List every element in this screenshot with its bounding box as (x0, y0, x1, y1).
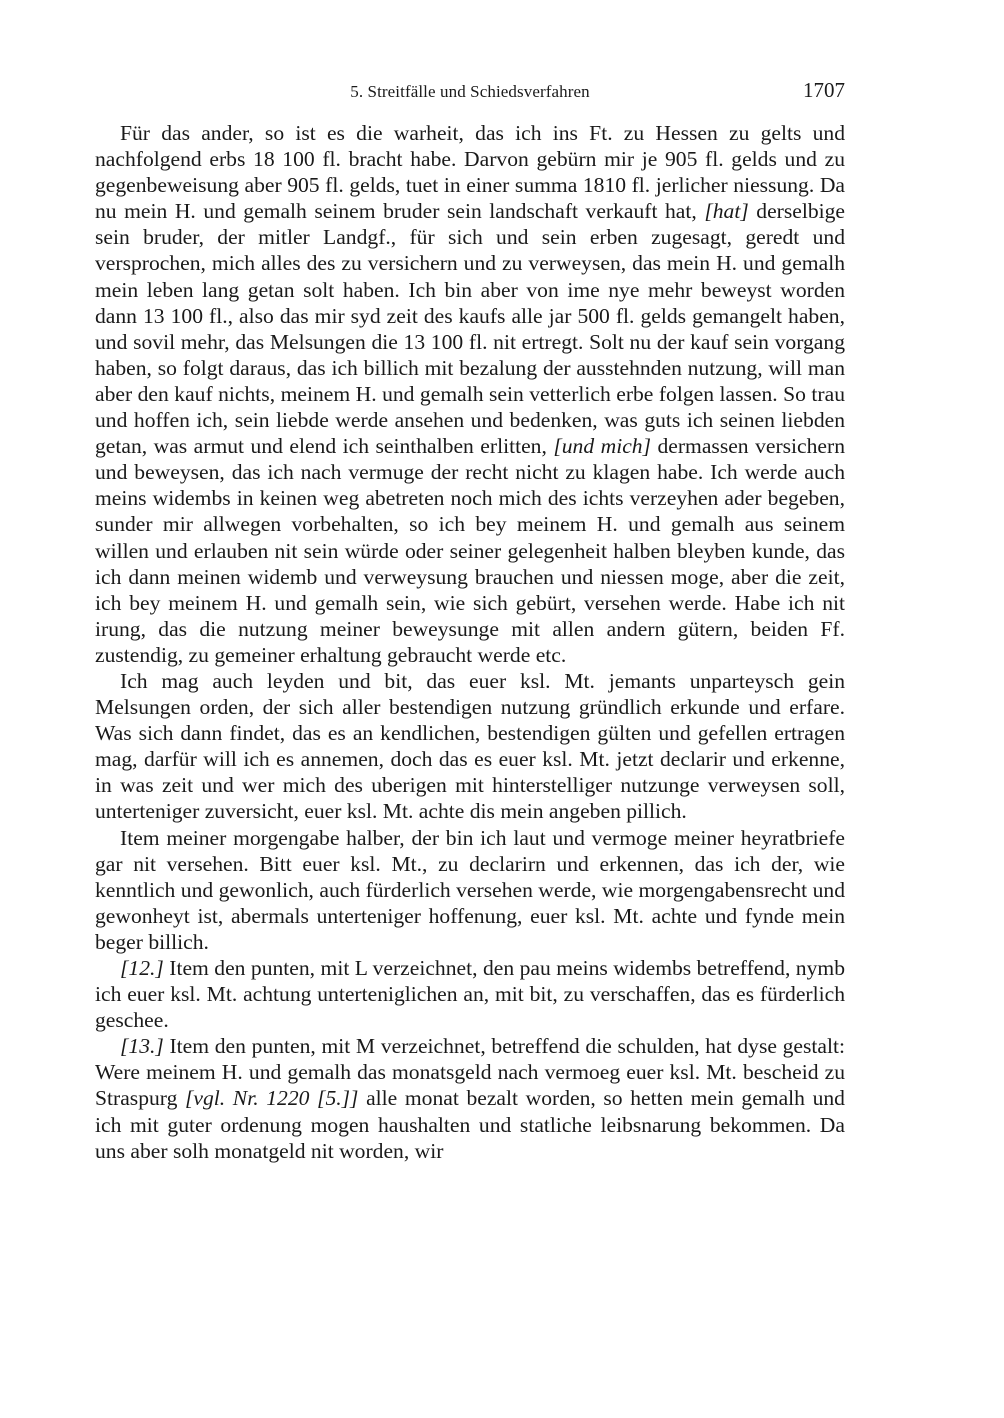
page-number: 1707 (803, 78, 845, 102)
paragraph (95, 955, 845, 1033)
paragraph (95, 825, 845, 955)
body-text (95, 120, 845, 1164)
text-run: derselbige sein bruder, der mitler Landgf., für sich und sein erben zugesagt, geredt und versprochen, mich alles des zu versichern und zu verweysen, das mein H. und gemalh mein leben lang getan solt haben. Ich bin aber von ime nye mehr beweyst worden dann 13 100 fl., also das mir syd zeit des kaufs alle jar 500 fl. gelds gemangelt haben, und sovil mehr, das Melsungen die 13 100 fl. nit ertregt. Solt nu der kauf sein vorgang haben, so folgt daraus, das ich billich mit bezalung der ausstehnden nutzung, will man aber den kauf nichts, meinem H. und gemalh sein vetterlich erbe folgen lassen. So trau und hoffen ich, sein liebde werde ansehen und bedenken, was guts ich seinen liebden getan, was armut und elend ich seinthalben erlitten, (95, 199, 846, 459)
editorial-insertion: [und mich] (553, 434, 651, 459)
running-head (95, 78, 845, 108)
text-run: Item meiner morgengabe halber, der bin ich laut und vermoge meiner heyratbriefe gar nit versehen. Bitt euer ksl. Mt., zu declarirn und erkennen, das ich der, wie kenntlich und gewonlich, auch fürderlich versehen werde, wie morgengabensrecht und gewonheyt ist, abermals unterteniger hoffenung, euer ksl. Mt. achte und fynde mein beger billich. (95, 825, 845, 954)
editorial-insertion: [vgl. Nr. 1220 [5.]] (185, 1086, 359, 1111)
paragraph (95, 668, 845, 825)
paragraph (95, 120, 845, 668)
text-run: Für das ander, so ist es die warheit, das ich ins Ft. zu Hessen zu gelts und nachfolgend erbs 18 100 fl. bracht habe. Darvon gebürn mir je 905 fl. gelds und zu gegenbeweisung aber 905 fl. gelds, tuet in einer summa 1810 fl. jerlicher niessung. Da nu mein H. und gemalh seinem bruder sein landschaft verkauft hat, (95, 121, 845, 224)
editorial-insertion: [12.] (120, 956, 164, 980)
editorial-insertion: [13.] (120, 1034, 164, 1059)
editorial-insertion: [hat] (704, 199, 749, 224)
text-run: Item den punten, mit L verzeichnet, den pau meins widembs betreffend, nymb ich euer ksl. Mt. achtung unterteniglichen an, mit bit, zu verschaffen, das es fürderlich geschee. (95, 956, 845, 1033)
text-run: Ich mag auch leyden und bit, das euer ksl. Mt. jemants unparteysch gein Melsungen orden, der sich aller bestendigen nutzung gründlich erkunde und erfare. Was sich dann findet, das es an kendlichen, bestendigen gülten und gefellen ertragen mag, darfür will ich es annemen, doch das es euer ksl. Mt. jetzt declarir und erkenne, in was zeit und wer mich des uberigen mit hinterstelliger nutzunge verweysen soll, unterteniger zuversicht, euer ksl. Mt. achte dis mein angeben pillich. (95, 668, 845, 824)
text-run: Item den punten, mit M verzeichnet, betreffend die schulden, hat dyse gestalt: Were meinem H. und gemalh das monatsgeld nach vermoeg euer ksl. Mt. bescheid zu Straspurg (95, 1034, 845, 1111)
text-run: dermassen versichern und beweysen, das ich nach vermuge der recht nicht zu klagen habe. Ich werde auch meins widembs in keinen weg abetreten noch mich des ichts verzeyhen ader begeben, sunder mir allwegen vorbehalten, so ich bey meinem H. und gemalh aus seinem willen und erlauben nit sein würde oder seiner gelegenheit halben bleyben kunde, das ich dann meinen widemb und verweysung brauchen und niessen moge, aber die zeit, ich bey meinem H. und gemalh sein, wie sich gebürt, versehen werde. Habe ich nit irung, das die nutzung meiner beweysunge mit allen andern gütern, beiden Ff. zustendig, zu gemeiner erhaltung gebraucht werde etc. (95, 434, 845, 667)
running-title: 5. Streitfälle und Schiedsverfahren (350, 82, 590, 101)
text-run: alle monat bezalt worden, so hetten mein gemalh und ich mit guter ordenung mogen haushalten und statliche leibsnarung bekommen. Da uns aber solh monatgeld nit worden, wir (95, 1086, 845, 1163)
paragraph (95, 1033, 845, 1163)
